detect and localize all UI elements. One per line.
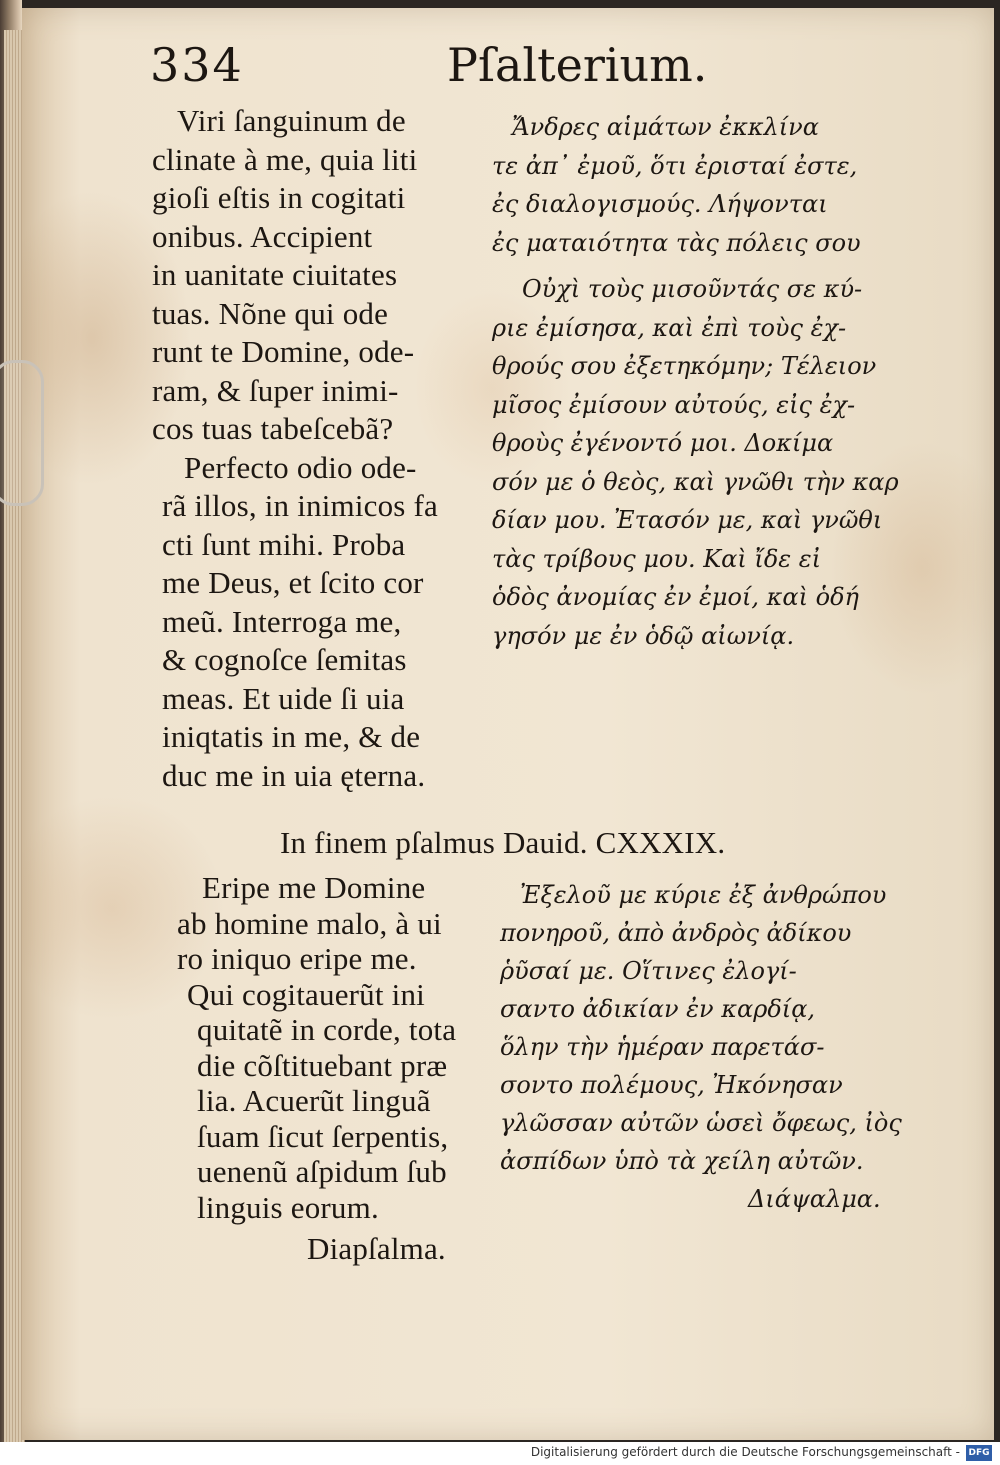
greek-line: σαντο ἀδικίαν ἐν καρδίᾳ, [500,995,816,1023]
book-clasp [0,360,44,506]
greek-line: Ἐξελοῦ με κύριε ἐξ ἀνθρώπου [520,881,887,909]
latin-line: iniqtatis in me, & de [162,719,421,754]
greek-line: σόν με ὁ θεὸς, καὶ γνῶθι τὴν καρ [492,467,899,496]
greek-line: πονηροῦ, ἀπὸ ἀνδρὸς ἀδίκου [500,919,852,947]
greek-line: θρούς σου ἐξετηκόμην; Τέλειον [492,352,877,380]
latin-line: onibus. Accipient [152,218,373,254]
latin-line: ſuam ſicut ſerpentis, [197,1118,449,1154]
latin-line: rã illos, in inimicos fa [162,488,439,523]
greek-line: ὁδὸς ἀνομίας ἐν ἐμοί, καὶ ὁδή [492,583,859,611]
greek-line: τὰς τρίβους μου. Καὶ ἴδε εἰ [492,544,822,573]
latin-line: cos tuas tabeſcebã? [152,411,394,446]
latin-line: clinate à me, quia liti [152,141,418,177]
greek-line: ριε ἐμίσησα, καὶ ἐπὶ τοὺς ἐχ- [492,313,847,342]
running-title: Pſalterium. [447,38,708,92]
greek-line: Διάψαλμα. [748,1185,881,1213]
greek-line: θροὺς ἐγένοντό μοι. Δοκίμα [492,429,834,457]
dfg-logo: DFG [966,1445,992,1461]
latin-line: in uanitate ciuitates [152,257,398,292]
latin-line: Qui cogitauerũt ini [187,976,425,1012]
latin-column-1 [152,102,438,795]
greek-line: ῥῦσαί με. Οἵτινες ἐλογί- [500,957,797,985]
greek-line: ἀσπίδων ὑπὸ τὰ χείλη αὐτῶν. [500,1147,864,1175]
latin-line: Eripe me Domine [202,870,426,905]
greek-line: ἐς διαλογισμούς. Λήψονται [492,190,828,218]
greek-line: Οὐχὶ τοὺς μισοῦντάς σε κύ- [522,275,863,303]
greek-line: μῖσος ἐμίσουν αὐτούς, εἰς ἐχ- [492,390,856,419]
latin-line: Viri ſanguinum de [177,103,406,138]
book-page [22,8,994,1440]
latin-line: quitatẽ in corde, tota [197,1012,457,1047]
latin-line: lia. Acuerũt linguã [197,1083,431,1118]
greek-line: δίαν μου. Ἐτασόν με, καὶ γνῶθι [492,506,883,534]
page-number: 334 [150,38,244,92]
greek-line: ὅλην τὴν ἡμέραν παρετάσ- [500,1033,825,1061]
latin-column-2 [177,870,456,1271]
latin-line: runt te Domine, ode- [152,334,415,369]
latin-line: die cõſtituebant præ [197,1047,448,1083]
latin-line: tuas. Nõne qui ode [152,295,389,331]
greek-line: γλῶσσαν αὐτῶν ὡσεὶ ὄφεως, ἰὸς [500,1109,902,1137]
latin-line: me Deus, et ſcito cor [162,565,424,600]
psalm-heading: In finem pſalmus Dauid. CXXXIX. [280,825,726,860]
latin-line: meũ. Interroga me, [162,603,402,639]
latin-line: Perfecto odio ode- [184,449,417,485]
latin-line: uenenũ aſpidum ſub [197,1154,447,1189]
latin-line: Diapſalma. [307,1231,446,1266]
latin-line: & cognoſce ſemitas [162,642,407,677]
latin-line: ram, & ſuper inimi- [152,372,399,408]
latin-line: ab homine malo, à ui [177,905,442,941]
footer-bar [0,1442,1000,1465]
greek-column-1 [492,108,899,655]
greek-line: ἐς ματαιότητα τὰς πόλεις σου [492,228,861,257]
greek-line: Ἄνδρες αἱμάτων ἐκκλίνα [512,113,819,141]
latin-line: gioſi eſtis in cogitati [152,180,406,215]
latin-line: linguis eorum. [197,1189,379,1225]
greek-line: τε ἀπ᾽ ἐμοῦ, ὅτι ἐρισταί ἐστε, [492,151,858,180]
latin-line: duc me in uia ęterna. [162,757,426,793]
greek-column-2 [500,876,902,1218]
digitization-credit: Digitalisierung gefördert durch die Deutsche Forschungsgemeinschaft - [530,1445,960,1459]
latin-line: cti ſunt mihi. Proba [162,526,406,562]
greek-line: γησόν με ἐν ὁδῷ αἰωνίᾳ. [492,621,795,650]
latin-line: ro iniquo eripe me. [177,941,417,976]
greek-line: σοντο πολέμους, Ἠκόνησαν [500,1071,843,1099]
latin-line: meas. Et uide ſi uia [162,680,405,716]
